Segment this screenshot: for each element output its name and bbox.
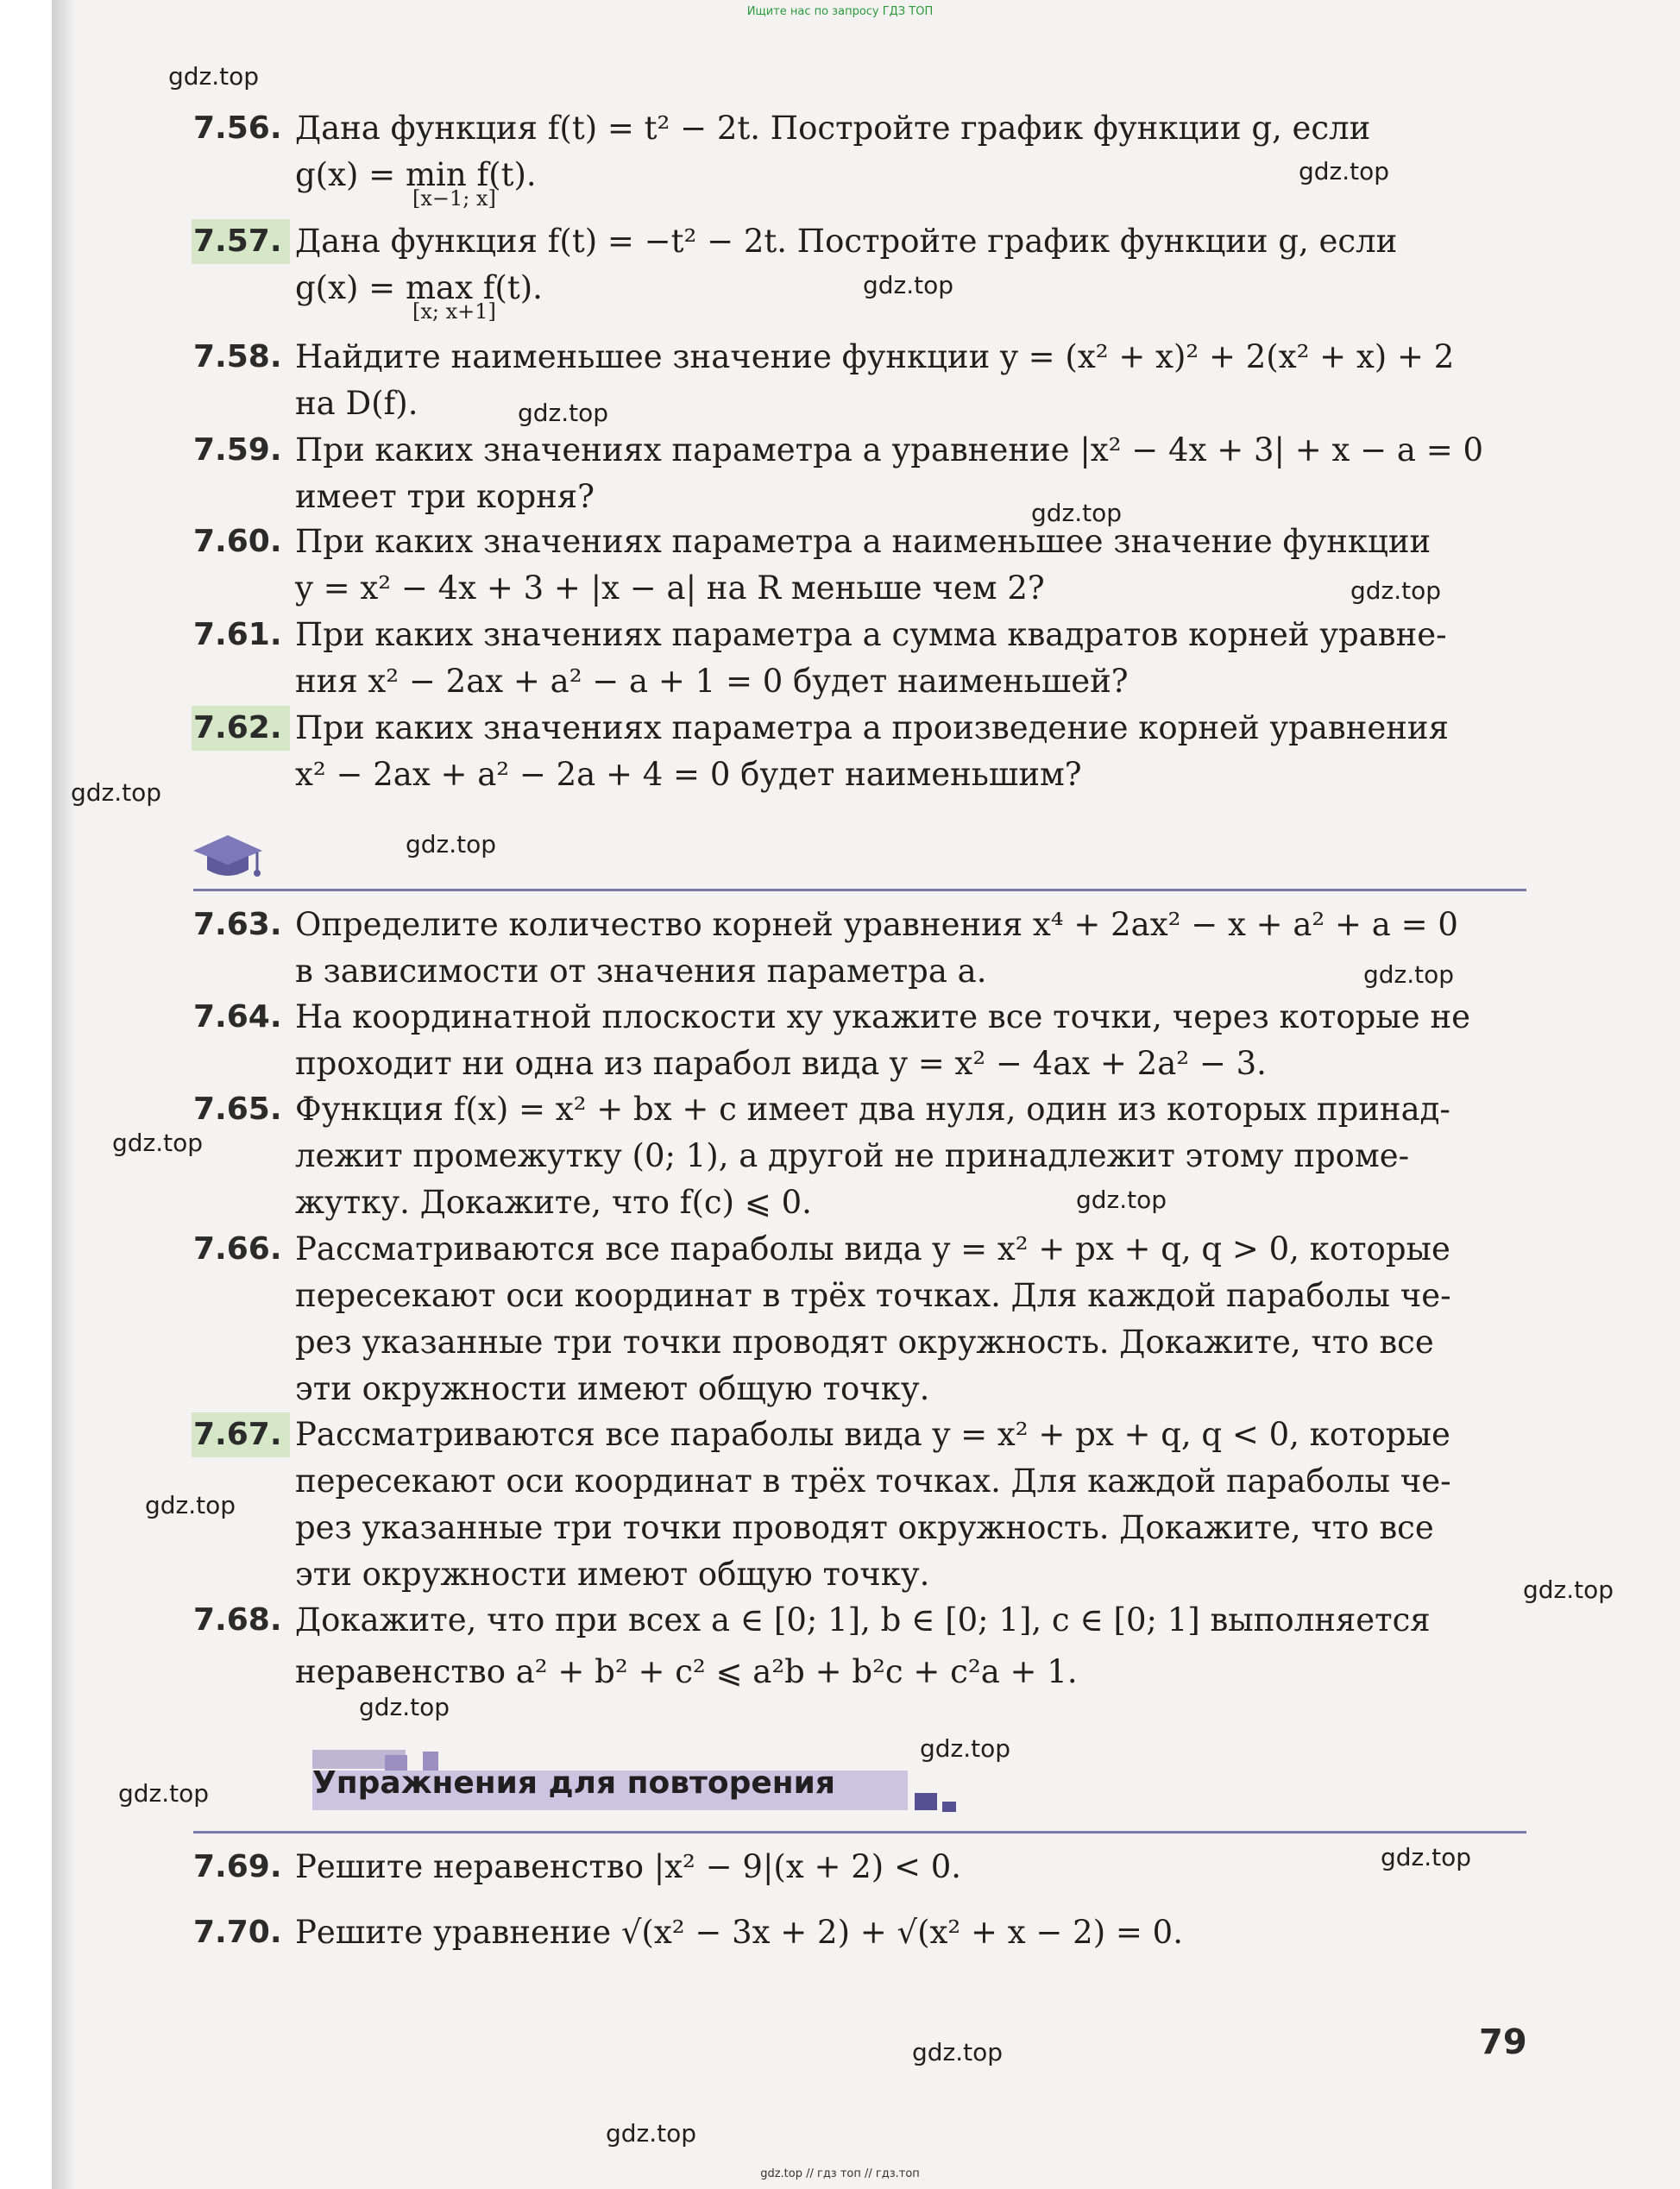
page-number: 79: [1479, 2022, 1527, 2062]
problem-text-line: g(x) = max f(t).: [295, 269, 543, 306]
watermark: gdz.top: [863, 271, 954, 299]
section-divider: [193, 889, 1526, 891]
problem-text-line: Решите уравнение √(x² − 3x + 2) + √(x² + x − 2) = 0.: [295, 1914, 1183, 1951]
problem-number: 7.57.: [192, 219, 290, 264]
problem-text-line: При каких значениях параметра a сумма квадратов корней уравне-: [295, 616, 1447, 653]
watermark: gdz.top: [168, 62, 260, 91]
problem-text-line: При каких значениях параметра a уравнение |x² − 4x + 3| + x − a = 0: [295, 431, 1484, 469]
problem-number: 7.64.: [193, 999, 282, 1035]
watermark: gdz.top: [920, 1734, 1011, 1763]
problem-number: 7.58.: [193, 339, 282, 374]
problem-text-line: рез указанные три точки проводят окружность. Докажите, что все: [295, 1509, 1434, 1546]
problem-number: 7.62.: [192, 706, 290, 751]
watermark: gdz.top: [118, 1779, 210, 1808]
problem-text-line: эти окружности имеют общую точку.: [295, 1556, 930, 1593]
problem-number: 7.70.: [193, 1915, 282, 1950]
watermark: gdz.top: [71, 778, 162, 807]
watermark: gdz.top: [359, 1693, 450, 1721]
problem-text-line: Дана функция f(t) = t² − 2t. Постройте график функции g, если: [295, 110, 1371, 147]
watermark: gdz.top: [1076, 1186, 1167, 1214]
problem-text-line: ния x² − 2ax + a² − a + 1 = 0 будет наименьшей?: [295, 663, 1129, 700]
review-heading: Упражнения для повторения: [312, 1765, 836, 1801]
problem-text-line: пересекают оси координат в трёх точках. Для каждой параболы че-: [295, 1462, 1451, 1500]
watermark: gdz.top: [145, 1491, 236, 1519]
max-subscript: [x; x+1]: [412, 299, 496, 324]
watermark: gdz.top: [912, 2038, 1004, 2066]
problem-text-line: Решите неравенство |x² − 9|(x + 2) < 0.: [295, 1848, 962, 1885]
problem-text-line: лежит промежутку (0; 1), а другой не принадлежит этому проме-: [295, 1137, 1410, 1174]
watermark: gdz.top: [1031, 499, 1123, 527]
problem-number: 7.60.: [193, 524, 282, 559]
min-subscript: [x−1; x]: [412, 186, 496, 211]
problem-text-line: Функция f(x) = x² + bx + c имеет два нуля, один из которых принад-: [295, 1091, 1450, 1128]
problem-text-line: неравенство a² + b² + c² ⩽ a²b + b²c + c²a + 1.: [295, 1653, 1078, 1690]
page-binding-shadow: [52, 0, 74, 2189]
watermark: gdz.top: [1350, 576, 1442, 605]
outer-margin: [0, 0, 52, 2189]
problem-text-line: в зависимости от значения параметра a.: [295, 953, 987, 990]
problem-text-line: Докажите, что при всех a ∈ [0; 1], b ∈ [0; 1], c ∈ [0; 1] выполняется: [295, 1601, 1431, 1639]
problem-text-line: рез указанные три точки проводят окружность. Докажите, что все: [295, 1324, 1434, 1361]
watermark: gdz.top: [1299, 157, 1390, 186]
problem-number: 7.68.: [193, 1602, 282, 1638]
section-divider: [193, 1831, 1526, 1834]
problem-number: 7.69.: [193, 1849, 282, 1884]
problem-text-line: Дана функция f(t) = −t² − 2t. Постройте график функции g, если: [295, 223, 1398, 260]
problem-text-line: При каких значениях параметра a произведение корней уравнения: [295, 709, 1449, 746]
problem-text-line: Рассматриваются все параболы вида y = x² + px + q, q > 0, которые: [295, 1230, 1450, 1267]
problem-text-line: При каких значениях параметра a наименьшее значение функции: [295, 523, 1431, 560]
watermark: gdz.top: [1381, 1843, 1472, 1871]
review-heading-block: [312, 1750, 985, 1814]
problem-text-line: g(x) = min f(t).: [295, 156, 537, 193]
problem-text-line: Найдите наименьшее значение функции y = (x² + x)² + 2(x² + x) + 2: [295, 338, 1455, 375]
problem-text-line: На координатной плоскости xy укажите все точки, через которые не: [295, 998, 1471, 1035]
watermark: gdz.top: [112, 1129, 204, 1157]
problem-number: 7.67.: [192, 1412, 290, 1457]
problem-text-line: Рассматриваются все параболы вида y = x² + px + q, q < 0, которые: [295, 1416, 1450, 1453]
problem-text-line: эти окружности имеют общую точку.: [295, 1370, 930, 1407]
header-note: Ищите нас по запросу ГДЗ ТОП: [746, 5, 934, 18]
problem-number: 7.66.: [193, 1231, 282, 1267]
problem-number: 7.59.: [193, 432, 282, 468]
problem-text-line: Определите количество корней уравнения x⁴ + 2ax² − x + a² + a = 0: [295, 906, 1458, 943]
watermark: gdz.top: [518, 399, 609, 427]
graduation-cap-icon: [192, 830, 264, 882]
problem-number: 7.56.: [193, 110, 282, 146]
problem-text-line: y = x² − 4x + 3 + |x − a| на R меньше чем 2?: [295, 569, 1045, 607]
problem-text-line: проходит ни одна из парабол вида y = x² − 4ax + 2a² − 3.: [295, 1045, 1267, 1082]
heading-decoration: [942, 1802, 956, 1812]
watermark: gdz.top: [606, 2119, 697, 2148]
problem-text-line: на D(f).: [295, 385, 418, 422]
watermark: gdz.top: [1523, 1576, 1614, 1604]
problem-text-line: жутку. Докажите, что f(c) ⩽ 0.: [295, 1184, 812, 1221]
watermark: gdz.top: [1363, 960, 1455, 989]
problem-number: 7.65.: [193, 1091, 282, 1127]
problem-number: 7.63.: [193, 907, 282, 942]
problem-text-line: имеет три корня?: [295, 478, 595, 515]
problem-text-line: пересекают оси координат в трёх точках. Для каждой параболы че-: [295, 1277, 1451, 1314]
footer-note: gdz.top // гдз топ // гдз.топ: [760, 2167, 920, 2180]
watermark: gdz.top: [406, 830, 497, 859]
problem-text-line: x² − 2ax + a² − 2a + 4 = 0 будет наименьшим?: [295, 756, 1082, 793]
heading-decoration: [915, 1793, 937, 1810]
problem-number: 7.61.: [193, 617, 282, 652]
